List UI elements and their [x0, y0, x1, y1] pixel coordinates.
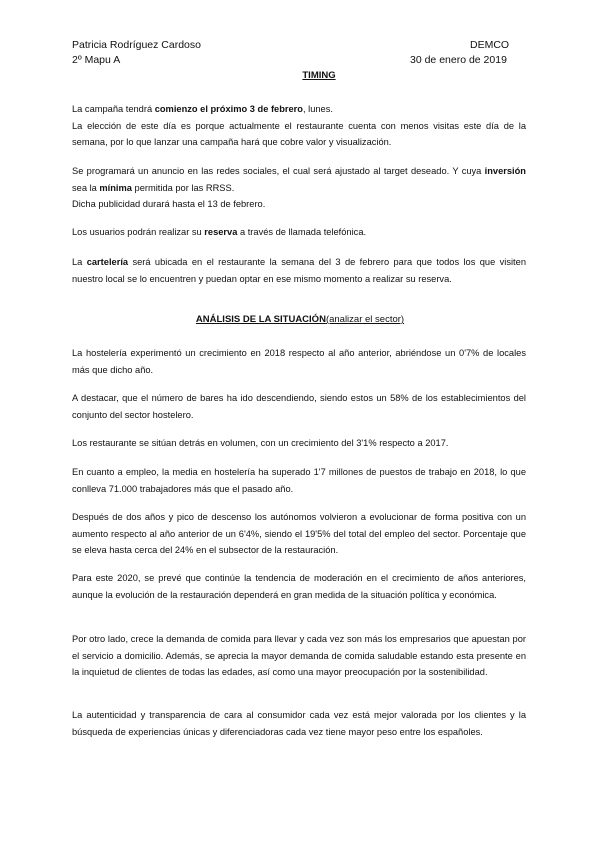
timing-paragraph-posters [72, 254, 526, 287]
analysis-paragraph: A destacar, que el número de bares ha ido descendiendo, siendo estos un 58% de los establecimientos del conjunto del sector hostelero. [72, 393, 526, 420]
text-run: La campaña tendrá [72, 104, 155, 114]
text-run-bold: cartelería [86, 257, 129, 267]
document-date: 30 de enero de 2019 [410, 54, 507, 66]
analysis-title [0, 314, 600, 325]
author-name: Patricia Rodríguez Cardoso [72, 39, 201, 51]
text-run-bold: mínima [99, 182, 132, 193]
analysis-paragraph: Por otro lado, crece la demanda de comida para llevar y cada vez son más los empresarios que apuestan por el servicio a domicilio. Además, se aprecia la mayor demanda de comida saludable estando esta presente en la inquietud de clientes de todas las edades, así como una mayor preocupación por la sostenibilidad. [72, 634, 526, 678]
timing-paragraph-start [72, 101, 526, 151]
text-run-bold: reserva [204, 227, 238, 237]
timing-title: TIMING [302, 70, 336, 81]
company-name: DEMCO [470, 39, 510, 51]
analysis-paragraph: Después de dos años y pico de descenso los autónomos volvieron a evolucionar de forma positiva con un aumento respecto al año anterior de un 6'4%, siendo el 19'5% del total del empleo del sector. Porcentaje que se eleva hasta cerca del 24% en el subsector de la restauración. [72, 512, 526, 556]
timing-paragraph-reservation [72, 224, 526, 241]
analysis-paragraph: En cuanto a empleo, la media en hostelería ha superado 1'7 millones de puestos de trabajo en 2018, lo que conlleva 71.000 trabajadores más que el pasado año. [72, 467, 526, 494]
analysis-subtitle: (analizar el sector) [325, 314, 405, 325]
analysis-paragraph: La autenticidad y transparencia de cara al consumidor cada vez está mejor valorada por los clientes y la búsqueda de experiencias únicas y diferenciadoras cada vez tiene mayor peso entre los españoles. [72, 710, 526, 737]
text-run: Se programará un anuncio en las redes sociales, el cual será ajustado al target deseado. Y cuya [72, 166, 485, 176]
timing-paragraph-ad [72, 163, 526, 213]
text-run: sea la [72, 182, 100, 193]
analysis-paragraph: Para este 2020, se prevé que continúe la tendencia de moderación en el crecimiento de años anteriores, aunque la evolución de la restauración dependerá en gran medida de la situación política y económica. [72, 573, 526, 600]
text-run-bold: inversión [484, 166, 526, 176]
text-run: Los usuarios podrán realizar su [72, 227, 205, 237]
text-run: La elección de este día es porque actualmente el restaurante cuenta con menos visitas este día de la semana, por lo que lanzar una campaña hará que cobre valor y visualización. [72, 120, 526, 148]
text-run: permitida por las RRSS. [131, 182, 235, 193]
group-label: 2º Mapu A [72, 54, 121, 66]
analysis-paragraph: Los restaurante se sitúan detrás en volumen, con un crecimiento del 3'1% respecto a 2017. [72, 438, 449, 448]
text-run: , lunes. [302, 104, 333, 114]
analysis-title-text: ANÁLISIS DE LA SITUACIÓN [195, 314, 326, 325]
text-run: La [72, 257, 87, 267]
text-run: será ubicada en el restaurante la semana del 3 de febrero para que todos los que visiten nuestro local se lo encuentren y puedan optar en ese mismo momento a realizar su reserva. [72, 257, 526, 284]
analysis-paragraph: La hostelería experimentó un crecimiento en 2018 respecto al año anterior, abriéndose un 0'7% de locales más que dicho año. [72, 348, 526, 375]
text-run-bold: comienzo el próximo 3 de febrero [154, 104, 303, 114]
text-run: a través de llamada telefónica. [237, 227, 367, 237]
text-run: Dicha publicidad durará hasta el 13 de febrero. [72, 199, 266, 210]
